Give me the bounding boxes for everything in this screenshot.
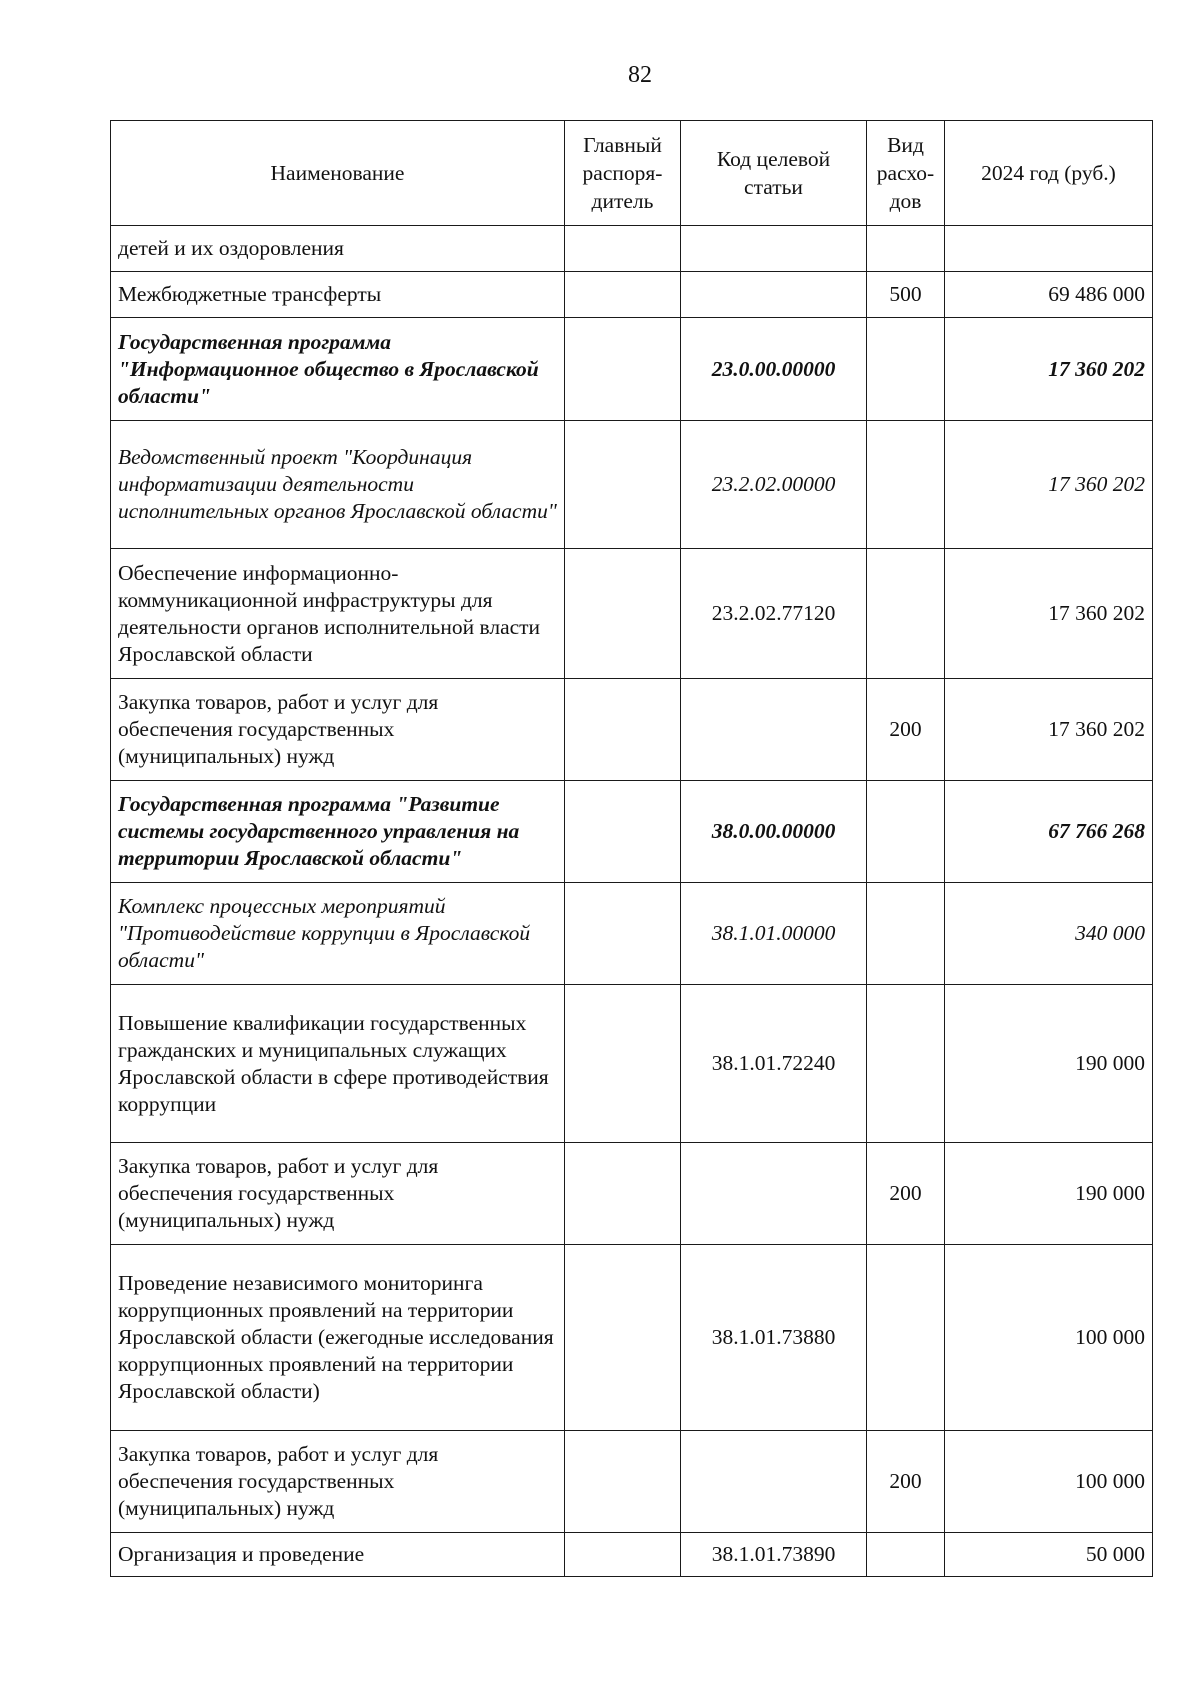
cell-dispenser: [565, 421, 681, 549]
cell-name: Повышение квалификации государственных гражданских и муниципальных служащих Ярославской области в сфере противодействия коррупции: [111, 985, 565, 1143]
cell-dispenser: [565, 1245, 681, 1431]
cell-kind: [867, 318, 945, 421]
cell-sum: 50 000: [945, 1533, 1153, 1577]
cell-kind: [867, 226, 945, 272]
cell-dispenser: [565, 883, 681, 985]
cell-code: 38.1.01.73890: [681, 1533, 867, 1577]
cell-sum: 100 000: [945, 1431, 1153, 1533]
cell-name: Организация и проведение: [111, 1533, 565, 1577]
cell-name: Закупка товаров, работ и услуг для обеспечения государственных (муниципальных) нужд: [111, 1143, 565, 1245]
cell-sum: 17 360 202: [945, 549, 1153, 679]
cell-name: Закупка товаров, работ и услуг для обеспечения государственных (муниципальных) нужд: [111, 1431, 565, 1533]
cell-code: [681, 272, 867, 318]
table-row: [111, 679, 1153, 781]
table-row: [111, 272, 1153, 318]
cell-kind: [867, 1533, 945, 1577]
cell-name: Обеспечение информационно-коммуникационной инфраструктуры для деятельности органов исполнительной власти Ярославской области: [111, 549, 565, 679]
cell-kind: [867, 1245, 945, 1431]
header-kind: Вид расхо-дов: [867, 121, 945, 226]
cell-dispenser: [565, 272, 681, 318]
cell-code: 38.1.01.00000: [681, 883, 867, 985]
table-row: [111, 318, 1153, 421]
cell-kind: [867, 883, 945, 985]
cell-name: Государственная программа "Информационное общество в Ярославской области": [111, 318, 565, 421]
table-row: [111, 883, 1153, 985]
cell-name: Комплекс процессных мероприятий "Противодействие коррупции в Ярославской области": [111, 883, 565, 985]
header-dispenser: Главный распоря-дитель: [565, 121, 681, 226]
header-sum: 2024 год (руб.): [945, 121, 1153, 226]
cell-sum: 69 486 000: [945, 272, 1153, 318]
table-row: [111, 985, 1153, 1143]
cell-dispenser: [565, 781, 681, 883]
table-row: [111, 1533, 1153, 1577]
cell-code: 23.2.02.00000: [681, 421, 867, 549]
cell-code: [681, 1431, 867, 1533]
cell-kind: 500: [867, 272, 945, 318]
cell-dispenser: [565, 1143, 681, 1245]
cell-code: [681, 226, 867, 272]
cell-name: Государственная программа "Развитие системы государственного управления на территории Ярославской области": [111, 781, 565, 883]
table-row: [111, 1431, 1153, 1533]
cell-name: Проведение независимого мониторинга коррупционных проявлений на территории Ярославской области (ежегодные исследования коррупционных проявлений на территории Ярославской области): [111, 1245, 565, 1431]
cell-kind: [867, 549, 945, 679]
cell-kind: [867, 781, 945, 883]
table-row: [111, 421, 1153, 549]
cell-sum: [945, 226, 1153, 272]
cell-code: 23.2.02.77120: [681, 549, 867, 679]
cell-sum: 17 360 202: [945, 318, 1153, 421]
cell-kind: 200: [867, 1143, 945, 1245]
header-code: Код целевой статьи: [681, 121, 867, 226]
cell-code: 23.0.00.00000: [681, 318, 867, 421]
cell-kind: 200: [867, 679, 945, 781]
cell-sum: 17 360 202: [945, 679, 1153, 781]
cell-name: Межбюджетные трансферты: [111, 272, 565, 318]
cell-kind: [867, 421, 945, 549]
page-number: 82: [628, 62, 652, 88]
cell-dispenser: [565, 1533, 681, 1577]
cell-code: [681, 679, 867, 781]
header-name: Наименование: [111, 121, 565, 226]
budget-table: [110, 120, 1153, 1577]
cell-dispenser: [565, 226, 681, 272]
cell-name: Закупка товаров, работ и услуг для обеспечения государственных (муниципальных) нужд: [111, 679, 565, 781]
cell-dispenser: [565, 679, 681, 781]
table-row: [111, 226, 1153, 272]
table-row: [111, 781, 1153, 883]
cell-name: Ведомственный проект "Координация информатизации деятельности исполнительных органов Ярославской области": [111, 421, 565, 549]
cell-dispenser: [565, 549, 681, 679]
table-row: [111, 1245, 1153, 1431]
table-row: [111, 549, 1153, 679]
cell-name: детей и их оздоровления: [111, 226, 565, 272]
cell-sum: 100 000: [945, 1245, 1153, 1431]
cell-code: 38.1.01.73880: [681, 1245, 867, 1431]
cell-dispenser: [565, 985, 681, 1143]
cell-sum: 17 360 202: [945, 421, 1153, 549]
cell-dispenser: [565, 318, 681, 421]
cell-code: 38.1.01.72240: [681, 985, 867, 1143]
cell-sum: 190 000: [945, 985, 1153, 1143]
cell-code: [681, 1143, 867, 1245]
cell-code: 38.0.00.00000: [681, 781, 867, 883]
table-header-row: [111, 121, 1153, 226]
cell-sum: 190 000: [945, 1143, 1153, 1245]
table-row: [111, 1143, 1153, 1245]
cell-dispenser: [565, 1431, 681, 1533]
cell-kind: 200: [867, 1431, 945, 1533]
cell-kind: [867, 985, 945, 1143]
cell-sum: 340 000: [945, 883, 1153, 985]
cell-sum: 67 766 268: [945, 781, 1153, 883]
